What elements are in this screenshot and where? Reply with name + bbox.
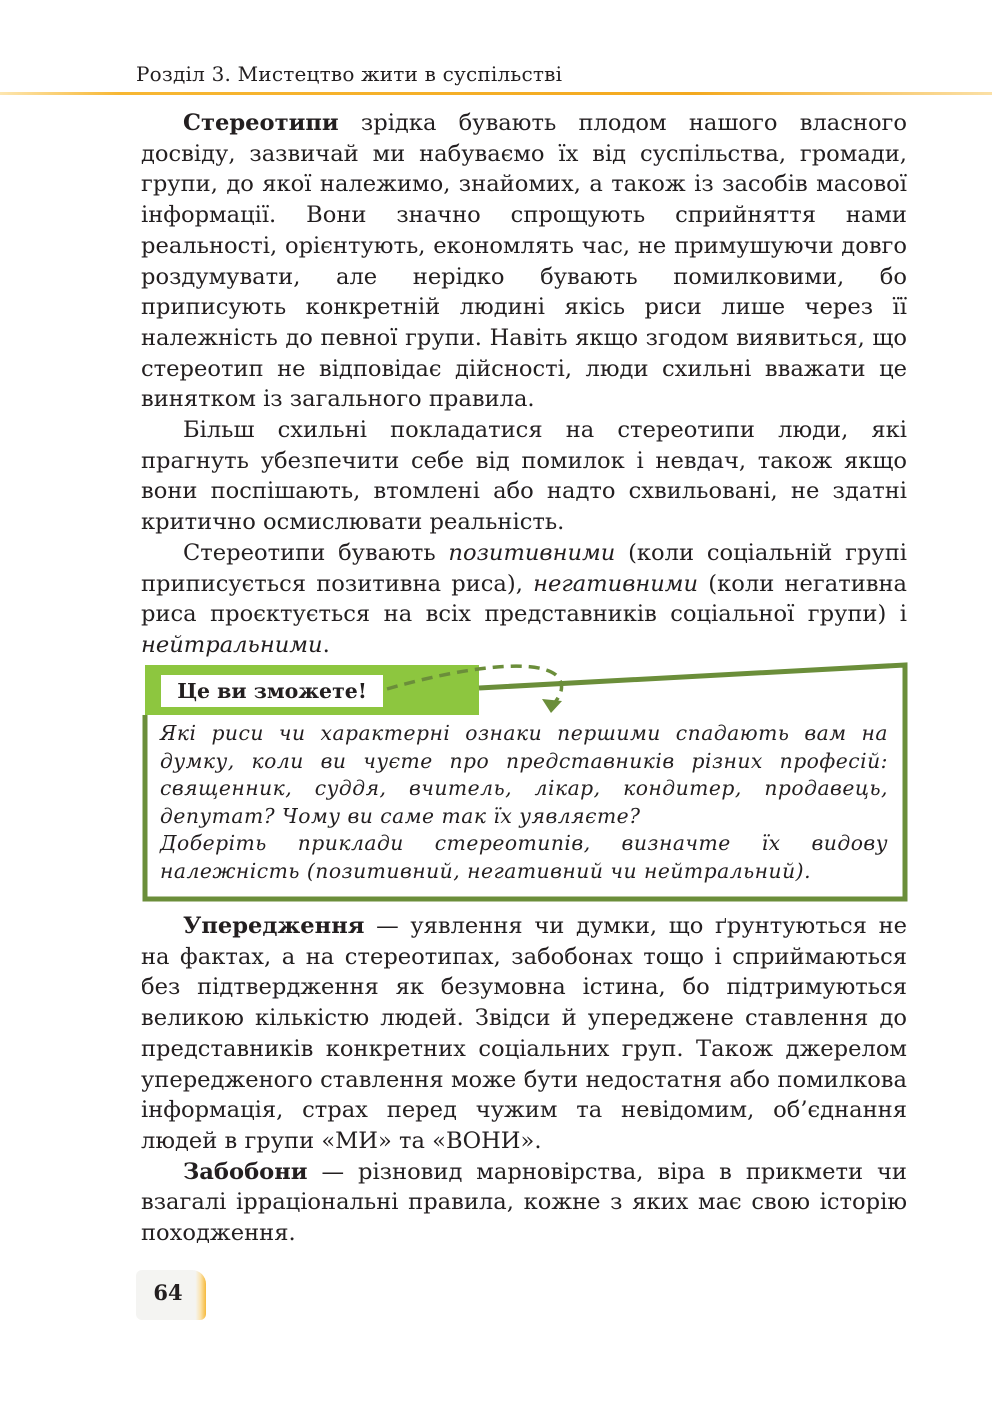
- paragraph-text: — уявлення чи думки, що ґрунтуються не на фактах, а на стереотипах, забобонах тощо і сприймаються без підтвердження як безумовна істина, бо підтримуються великою кількістю людей. Звідси й упереджене ставлення до представників конкретних соціальних груп. Також джерелом упередженого ставлення може бути недостатня або помилкова інформація, страх перед чужим та невідомим, об’єднання людей в групи «МИ» та «ВОНИ».: [141, 913, 907, 1154]
- type-positive: позитивними: [448, 539, 616, 566]
- paragraph-superstitions: [141, 1157, 907, 1249]
- types-text-2: (коли соціальній групі приписується позитивна риса),: [141, 539, 907, 597]
- paragraph-text: зрідка бувають плодом нашого власного досвіду, зазвичай ми набуваємо їх від суспільства, громади, групи, до якої належимо, знайомих, а також із засобів масової інформації. Вони значно спрощують сприйняття нами реальності, орієнтують, економлять час, не примушуючи довго роздумувати, але нерідко бувають помилковими, бо приписують конкретній людині якісь риси лише через її належність до певної групи. Навіть якщо згодом виявиться, що стереотип не відповідає дійсності, люди схильні вважати це винятком із загального правила.: [141, 110, 907, 413]
- types-text-1: Стереотипи бувають: [183, 539, 449, 566]
- type-negative: негативними: [533, 570, 699, 597]
- paragraph-stereotypes: [141, 108, 907, 415]
- exercise-box: [141, 661, 909, 902]
- exercise-question-1: Які риси чи характерні ознаки першими спадають вам на думку, коли ви чуєте про представників різних професій: священник, суддя, вчитель, лікар, кондитер, продавець, депутат? Чому ви саме так їх уявляєте?: [160, 721, 888, 828]
- exercise-question-2: Доберіть приклади стереотипів, визначте їх видову належність (позитивний, негативний чи нейтральний).: [160, 831, 888, 883]
- term-prejudice: Упередження: [183, 913, 365, 939]
- term-superstitions: Забобони: [183, 1158, 308, 1185]
- term-stereotypes: Стереотипи: [183, 110, 339, 136]
- types-text-4: .: [322, 631, 330, 658]
- paragraph-prejudice: [141, 911, 907, 1157]
- exercise-body: [160, 720, 888, 886]
- exercise-title: Це ви зможете!: [161, 675, 383, 707]
- paragraph-types: [141, 538, 907, 661]
- arrow-head-icon: [542, 699, 562, 713]
- main-text-bottom: [141, 911, 907, 1249]
- type-neutral: нейтральними: [141, 631, 323, 658]
- main-text-top: [141, 108, 907, 661]
- header-rule: [0, 92, 992, 95]
- paragraph-tendency: Більш схильні покладатися на стереотипи люди, які прагнуть убезпечити себе від помилок і невдач, також якщо вони поспішають, втомлені або надто схвильовані, не здатні критично осмислювати реальність.: [141, 417, 907, 536]
- paragraph-text: — різновид марновірства, віра в прикмети чи взагалі ірраціональні правила, кожне з яких має свою історію походження.: [141, 1158, 907, 1247]
- running-head: Розділ 3. Мистецтво жити в суспільстві: [136, 62, 563, 86]
- page-number: 64: [153, 1280, 183, 1305]
- types-text-3: (коли негативна риса проєктується на всіх представників соціальної групи) і: [141, 570, 908, 628]
